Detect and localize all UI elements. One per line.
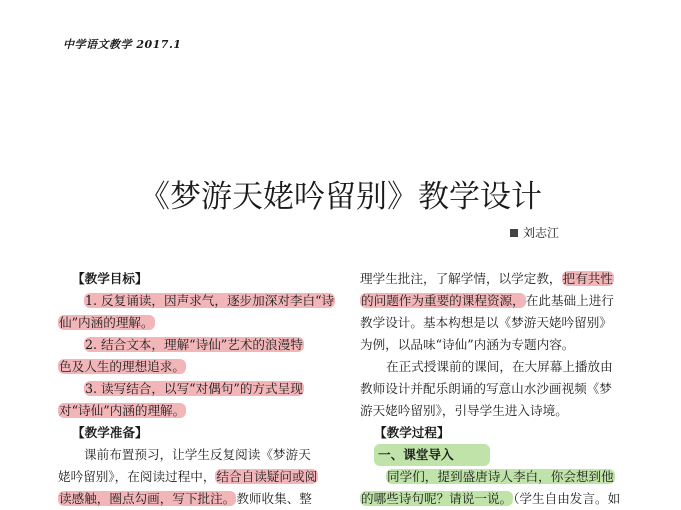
goal-3-line-1: 3. 读写结合，以写“对偶句”的方式呈现 — [85, 381, 303, 396]
prep-line-3: 读感触，圈点勾画，写下批注。教师收集、整 — [59, 491, 312, 506]
intro-line-2: 的哪些诗句呢？请说一说。（学生自由发言。如 — [361, 491, 621, 506]
prep-line-1: 课前布置预习，让学生反复阅读《梦游天 — [84, 447, 311, 462]
goals-heading: 【教学目标】 — [72, 271, 148, 286]
section-1-heading: 一、课堂导入 — [374, 444, 490, 466]
prep-highlight-2: 读感触，圈点勾画，写下批注。 — [59, 491, 236, 506]
prep-heading: 【教学准备】 — [72, 425, 148, 440]
goal-1-line-2: 仙”内涵的理解。 — [59, 315, 154, 330]
goal-3-line-2: 对“诗仙”内涵的理解。 — [59, 403, 186, 418]
prep-highlight-1: 结合自读疑问或阅 — [216, 469, 318, 484]
right-line-1: 理学生批注，了解学情，以学定教，把有共性 — [360, 271, 613, 286]
process-heading: 【教学过程】 — [374, 425, 450, 440]
author-name: 刘志江 — [523, 226, 560, 240]
goal-1-line-1: 1. 反复诵读，因声求气，逐步加深对李白“诗 — [85, 293, 335, 308]
goal-2-line-2: 色及人生的理想追求。 — [59, 359, 185, 374]
right-line-3: 教学设计。基本构想是以《梦游天姥吟留别》 — [360, 315, 612, 330]
article-title: 《梦游天姥吟留别》教学设计 — [139, 178, 542, 215]
right-highlight-2: 的问题作为重要的课程资源， — [361, 293, 525, 308]
right-highlight-1: 把有共性 — [562, 271, 613, 286]
right-line-7: 游天姥吟留别》，引导学生进入诗境。 — [360, 403, 568, 418]
right-line-4: 为例，以品味“诗仙”内涵为专题内容。 — [360, 337, 575, 352]
prep-line-2: 姥吟留别》，在阅读过程中，结合自读疑问或阅 — [58, 469, 318, 484]
square-bullet-icon — [510, 229, 518, 237]
goal-2-line-1: 2. 结合文本，理解“诗仙”艺术的浪漫特 — [85, 337, 303, 352]
right-line-2: 的问题作为重要的课程资源，在此基础上进行 — [361, 293, 614, 308]
right-line-6: 教师设计并配乐朗诵的写意山水沙画视频《梦 — [360, 381, 612, 396]
left-column — [58, 268, 340, 510]
journal-header: 中学语文教学 2017.1 — [63, 38, 182, 51]
intro-highlight: 的哪些诗句呢？请说一说。 — [361, 491, 513, 506]
right-column — [360, 268, 650, 510]
intro-line-1: 同学们，提到盛唐诗人李白，你会想到他 — [387, 469, 614, 484]
author-line — [510, 224, 559, 241]
right-line-5: 在正式授课前的课间，在大屏幕上播放由 — [386, 359, 613, 374]
